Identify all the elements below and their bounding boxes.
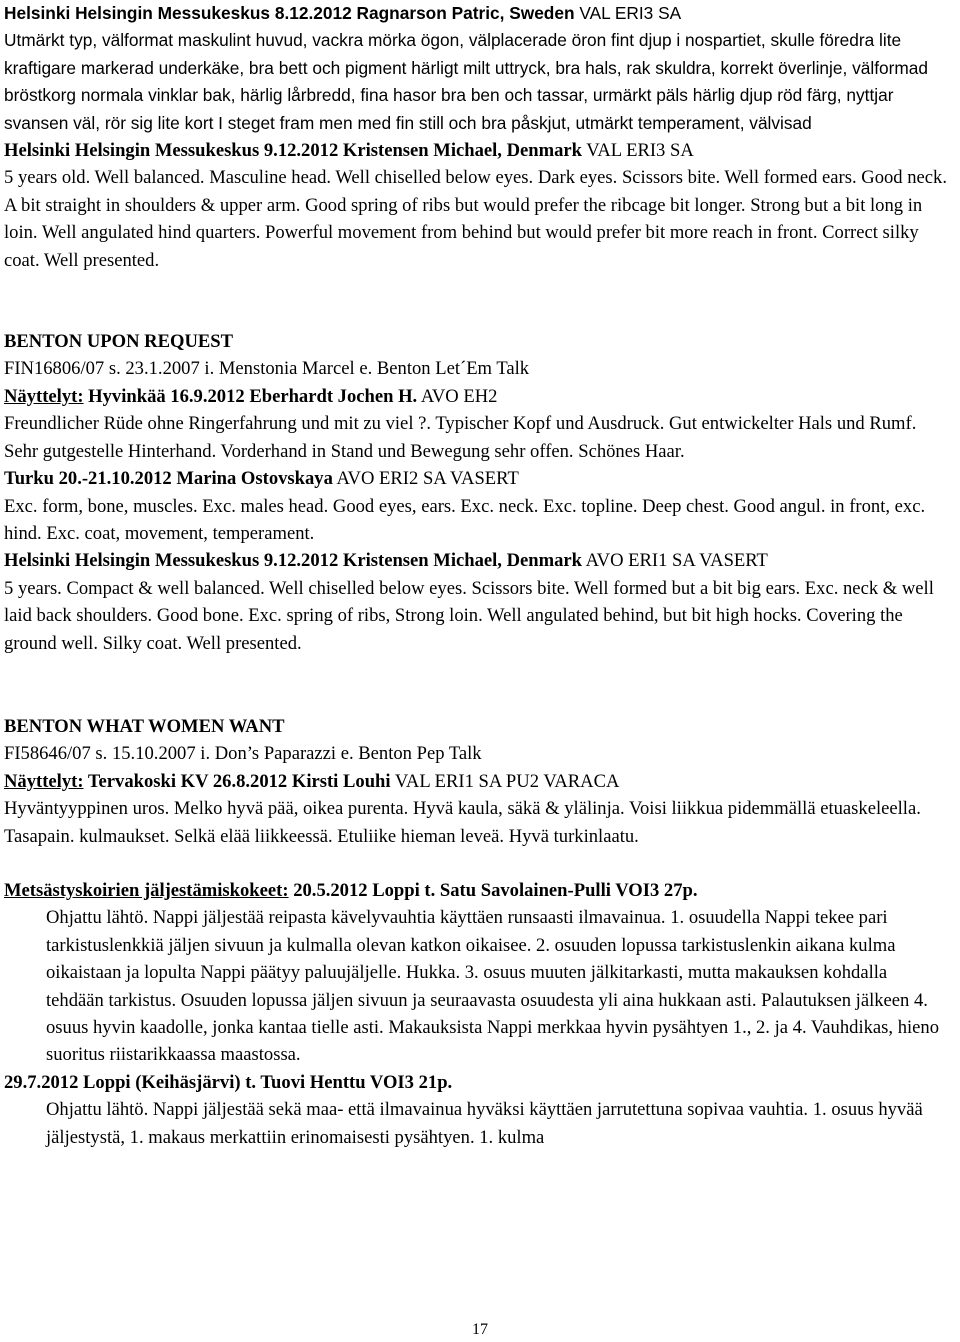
show-entry-helsinki-9-12 [4,137,948,164]
show-heading: Tervakoski KV 26.8.2012 Kirsti Louhi [83,770,391,792]
trial-report: Ohjattu lähtö. Nappi jäljestää sekä maa- että ilmavainua hyväksi käyttäen jarrutettuna sopivaa vauhtia. 1. osuus hyvää jäljestystä, 1. makaus merkattiin erinomaisesti pysähtyen. 1. kulma [46,1099,923,1148]
critique-finnish: Hyväntyyppinen uros. Melko hyvä pää, oikea purenta. Hyvä kaula, säkä & ylälinja. Voisi liikkua pidemmällä etuaskeleella. Tasapain. kulmaukset. Selkä elää liikkeessä. Etuliike hieman leveä. Hyvä turkinlaatu. [4,798,921,847]
show-entry-helsinki [4,547,948,574]
show-result: AVO ERI2 SA VASERT [332,468,519,490]
show-result: AVO EH2 [417,385,498,407]
show-heading: Helsinki Helsingin Messukeskus 9.12.2012 Kristensen Michael, Denmark [4,140,582,162]
show-result: VAL ERI3 SA [574,3,682,23]
critique-swedish: Utmärkt typ, välformat maskulint huvud, vackra mörka ögon, välplacerade öron fint djup i nospartiet, skulle föredra lite kraftigare markerad underkäke, bra bett och pigment härligt milt uttryck, bra hals, rak skuldra, korrekt överlinje, välformad bröstkorg normala vinklar bak, härlig lårbredd, fina hasor bra ben och tassar, urmärkt päls härlig djup röd färg, nyttjar svansen väl, rör sig lite kort I steget fram men med fin still och bra påskjut, utmärkt temperament, välvisad [4,30,928,133]
critique-english: 5 years old. Well balanced. Masculine head. Well chiselled below eyes. Dark eyes. Scissors bite. Well formed ears. Good neck. A bit straight in shoulders & upper arm. Good spring of ribs but would prefer the ribcage bit longer. Strong but a bit long in loin. Well angulated hind quarters. Powerful movement from behind but would prefer bit more reach in front. Correct silky coat. Well presented. [4,167,947,271]
show-entry-tervakoski [4,768,948,795]
critique-turku: Exc. form, bone, muscles. Exc. males head. Good eyes, ears. Exc. neck. Exc. topline. Deep chest. Good angul. in front, exc. hind. Exc. coat, movement, temperament. [4,495,926,544]
page-number: 17 [472,1321,488,1338]
trial-heading: 20.5.2012 Loppi t. Satu Savolainen-Pulli VOI3 27p. [288,879,698,901]
trial-report: Ohjattu lähtö. Nappi jäljestää reipasta kävelyvauhtia käyttäen runsaasti ilmavainua. 1. osuudella Nappi tekee pari tarkistuslenkkiä jäljen sivuun ja kulmalla olevan katkon oikaisee. 2. osuuden lopussa tarkistuslenkin aikana kulma oikaistaan ja lopulta Nappi päätyy paluujäljelle. Hukka. 3. osuus muuten jälkitarkasti, mutta makauksen kohdalla tehdään tarkistus. Osuuden lopussa jäljen sivuun ja seuraavasta osuudesta yli aina hukkaan asti. Palautuksen jälkeen 4. osuus hyvin kaadolle, jonka kantaa tielle asti. Makauksista Nappi merkkaa hyvin pysähtyen 1., 2. ja 4. Vauhdikas, hieno suoritus riistarikkaassa maastossa. [46,907,939,1066]
show-heading: Helsinki Helsingin Messukeskus 9.12.2012 Kristensen Michael, Denmark [4,550,582,572]
trial-entry-loppi-29-7 [4,1069,948,1096]
trial-heading: 29.7.2012 Loppi (Keihäsjärvi) t. Tuovi Henttu VOI3 21p. [4,1071,453,1093]
critique-german: Freundlicher Rüde ohne Ringerfahrung und mit zu viel ?. Typischer Kopf und Ausdruck. Gut entwickelter Hals und Rumf. Sehr gutgestelle Hinterhand. Vorderhand in Stand und Bewegung sehr offen. Schönes Haar. [4,413,917,462]
dog-registration: FIN16806/07 s. 23.1.2007 i. Menstonia Marcel e. Benton Let´Em Talk [4,358,530,380]
dog-title-upon-request: BENTON UPON REQUEST [4,331,234,353]
trials-label: Metsästyskoirien jäljestämiskokeet: [4,879,289,901]
show-entry-turku [4,465,948,492]
show-entry-helsinki-8-12 [4,0,948,27]
trial-entry-loppi-20-5 [4,877,948,904]
show-entry-hyvinkaa [4,383,948,410]
critique-helsinki: 5 years. Compact & well balanced. Well chiselled below eyes. Scissors bite. Well formed but a bit big ears. Exc. neck & well laid back shoulders. Good bone. Exc. spring of ribs, Strong loin. Well angulated behind, but bit high hocks. Covering the ground well. Silky coat. Well presented. [4,577,934,654]
shows-label: Näyttelyt: [4,385,84,407]
show-heading: Turku 20.-21.10.2012 Marina Ostovskaya [4,468,333,490]
show-result: AVO ERI1 SA VASERT [582,550,768,572]
show-result: VAL ERI3 SA [582,140,694,162]
show-result: VAL ERI1 SA PU2 VARACA [390,770,620,792]
show-heading: Helsinki Helsingin Messukeskus 8.12.2012 Ragnarson Patric, Sweden [4,3,575,23]
dog-title-what-women-want: BENTON WHAT WOMEN WANT [4,715,285,737]
show-heading: Hyvinkää 16.9.2012 Eberhardt Jochen H. [83,385,418,407]
dog-registration: FI58646/07 s. 15.10.2007 i. Don’s Paparazzi e. Benton Pep Talk [4,743,482,765]
shows-label: Näyttelyt: [4,770,84,792]
